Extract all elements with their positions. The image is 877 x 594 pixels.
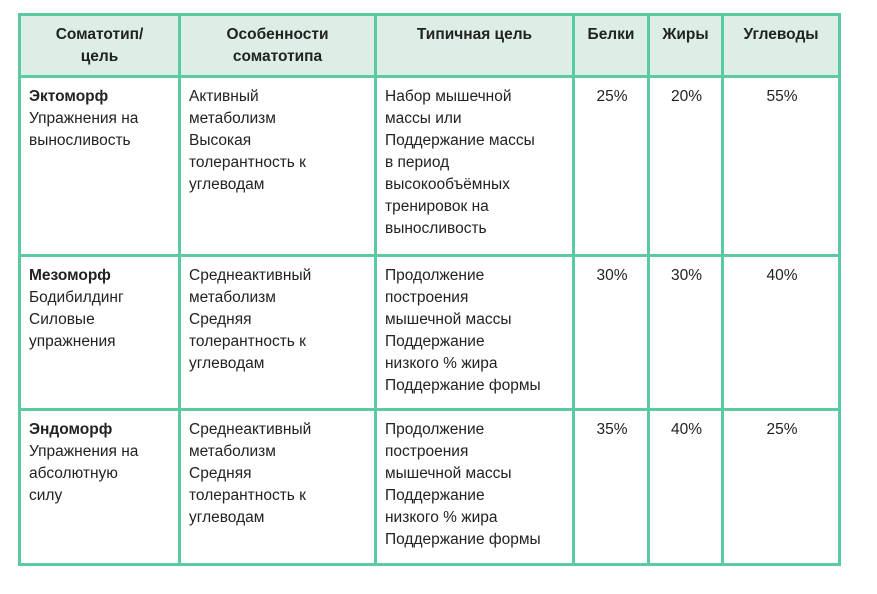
cell-fat [649,256,723,410]
cell-text: 40% [766,267,798,284]
header-carbs [723,15,840,77]
cell-text: Эктоморф [29,88,109,105]
cell-text: 25% [766,421,798,438]
header-protein [574,15,649,77]
cell-typical-goal [376,256,574,410]
cell-features [180,256,376,410]
cell-text: выносливость [385,220,487,237]
cell-text: Мезоморф [29,267,111,284]
cell-text: 35% [596,421,628,438]
cell-carbs [723,256,840,410]
cell-text: углеводам [189,509,265,526]
cell-features [180,77,376,256]
cell-somatotype [20,77,180,256]
cell-text: силу [29,487,63,504]
cell-carbs [723,410,840,565]
cell-text: в период [385,154,450,171]
cell-text: Продолжение [385,267,485,284]
table-row [20,77,840,256]
cell-text: 25% [596,88,628,105]
cell-text: мышечной массы [385,465,512,482]
cell-text: толерантность к [189,487,306,504]
cell-text: Упражнения на [29,443,139,460]
header-text: Типичная цель [416,26,533,43]
cell-protein [574,256,649,410]
cell-carbs [723,77,840,256]
cell-text: Продолжение [385,421,485,438]
cell-text: Набор мышечной [385,88,512,105]
header-typical-goal [376,15,574,77]
header-features [180,15,376,77]
cell-text: Среднеактивный [189,267,312,284]
header-text: Жиры [662,26,709,43]
cell-text: выносливость [29,132,131,149]
header-text: Особенности [226,26,329,43]
header-somatotype-goal [20,15,180,77]
header-text: соматотипа [232,48,323,65]
cell-text: углеводам [189,176,265,193]
header-row [20,15,840,77]
cell-fat [649,77,723,256]
cell-text: низкого % жира [385,355,498,372]
header-text: Углеводы [743,26,819,43]
cell-text: Поддержание [385,333,485,350]
table-body [20,77,840,565]
cell-text: метаболизм [189,443,276,460]
cell-text: массы или [385,110,462,127]
header-fat [649,15,723,77]
cell-text: толерантность к [189,154,306,171]
cell-text: построения [385,443,469,460]
cell-text: Бодибилдинг [29,289,124,306]
cell-text: абсолютную [29,465,118,482]
cell-text: 55% [766,88,798,105]
cell-text: 30% [596,267,628,284]
cell-text: 20% [670,88,703,105]
cell-text: высокообъёмных [385,176,510,193]
cell-text: упражнения [29,333,116,350]
cell-text: Упражнения на [29,110,139,127]
cell-text: 30% [670,267,703,284]
cell-fat [649,410,723,565]
cell-text: 40% [670,421,703,438]
cell-text: Средняя [189,465,252,482]
cell-text: Поддержание формы [385,531,541,548]
cell-protein [574,77,649,256]
header-text: Белки [587,26,635,43]
cell-text: метаболизм [189,110,276,127]
cell-text: Силовые [29,311,95,328]
cell-text: метаболизм [189,289,276,306]
cell-text: Поддержание [385,487,485,504]
cell-text: тренировок на [385,198,489,215]
cell-typical-goal [376,77,574,256]
table-row [20,256,840,410]
header-text: Соматотип/ [55,26,144,43]
cell-text: толерантность к [189,333,306,350]
cell-features [180,410,376,565]
cell-text: Эндоморф [29,421,113,438]
somatotype-table [18,13,841,566]
cell-protein [574,410,649,565]
cell-somatotype [20,256,180,410]
cell-text: Поддержание массы [385,132,535,149]
cell-text: построения [385,289,469,306]
cell-text: углеводам [189,355,265,372]
table-header [20,15,840,77]
header-text: цель [80,48,119,65]
cell-text: низкого % жира [385,509,498,526]
cell-text: Активный [189,88,259,105]
cell-text: Высокая [189,132,252,149]
cell-text: мышечной массы [385,311,512,328]
table-row [20,410,840,565]
cell-text: Среднеактивный [189,421,312,438]
cell-typical-goal [376,410,574,565]
cell-somatotype [20,410,180,565]
cell-text: Поддержание формы [385,377,541,394]
cell-text: Средняя [189,311,252,328]
